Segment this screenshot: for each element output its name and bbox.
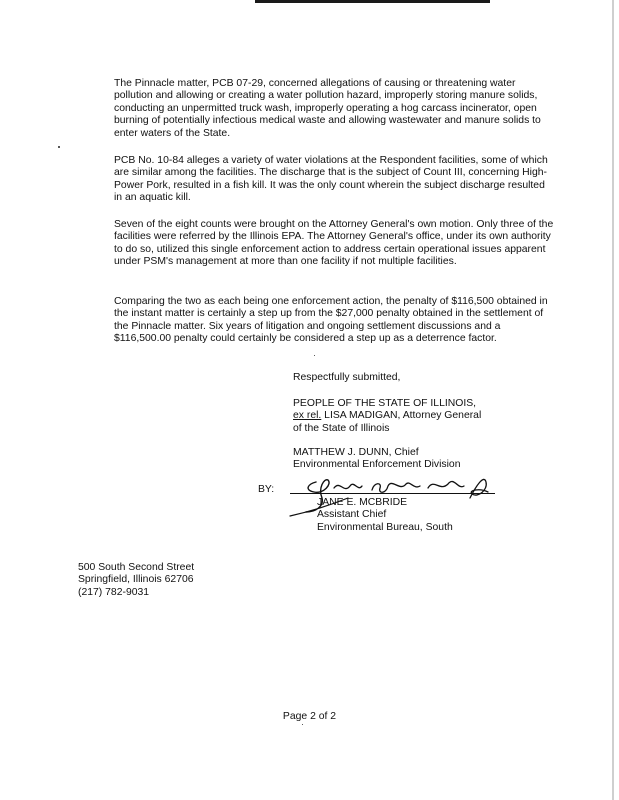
division-title: Environmental Enforcement Division xyxy=(293,459,461,471)
address-city: Springfield, Illinois 62706 xyxy=(78,574,194,586)
page-number: Page 2 of 2 xyxy=(282,711,337,722)
paragraph-pcb-10-84: PCB No. 10-84 alleges a variety of water violations at the Respondent facilities, some of which are similar among the facilities. The discharge that is the subject of Count III, concerning High-Power Pork, resulted in a fish kill. It was the only count wherein the subject discharge resulted in an aquatic kill. xyxy=(114,155,548,204)
closing xyxy=(293,372,400,384)
signer-name: JANE E. MCBRIDE xyxy=(317,497,408,508)
scan-speck xyxy=(302,724,303,725)
signer-title: Assistant Chief xyxy=(317,509,387,521)
paragraph-penalty-comparison: Comparing the two as each being one enforcement action, the penalty of $116,500 obtained in the instant matter is certainly a step up from the $27,000 penalty obtained in the settlement of the Pinnacle matter. Six years of litigation and ongoing settlement discussions and a $116,500.00 penalty could certainly be considered a step up as a deterrence factor. xyxy=(114,296,548,345)
paragraph-counts: Seven of the eight counts were brought on the Attorney General's own motion. Only three of the facilities were referred by the Illinois EPA. The Attorney General's office, under its own authority to do so, utilized this single enforcement action to address certain operational issues apparent under PSM's management at more than one facility if not multiple facilities. xyxy=(114,219,554,268)
by-label: BY: xyxy=(258,484,275,495)
closing-text: Respectfully submitted, xyxy=(293,372,401,383)
signature-line xyxy=(290,493,495,494)
address-street: 500 South Second Street xyxy=(78,562,195,573)
attorney-general-text: LISA MADIGAN, Attorney General xyxy=(321,410,482,422)
scan-edge-right xyxy=(612,0,614,800)
party-line-1: PEOPLE OF THE STATE OF ILLINOIS, xyxy=(293,398,477,409)
scan-speck xyxy=(58,146,60,148)
party-line-2 xyxy=(293,410,481,422)
ex-rel-text: ex rel. xyxy=(293,410,322,422)
party-line-3: of the State of Illinois xyxy=(293,422,390,434)
address-block xyxy=(78,562,194,599)
paragraph-pinnacle: The Pinnacle matter, PCB 07-29, concerned allegations of causing or threatening water pollution and allowing or creating a water pollution hazard, improperly storing manure solids, conducting an unpermitted truck wash, improperly operating a hog carcass incinerator, open burning of potentially infectious medical waste and allowing wastewater and manure solids to enter waters of the State. xyxy=(114,78,541,139)
signer-block xyxy=(317,497,453,534)
signer-bureau: Environmental Bureau, South xyxy=(317,521,453,533)
scan-speck xyxy=(314,355,315,356)
party-block xyxy=(293,398,481,435)
division-chief: MATTHEW J. DUNN, Chief xyxy=(293,447,419,458)
scan-edge-top xyxy=(255,0,490,3)
address-phone: (217) 782-9031 xyxy=(78,586,150,598)
